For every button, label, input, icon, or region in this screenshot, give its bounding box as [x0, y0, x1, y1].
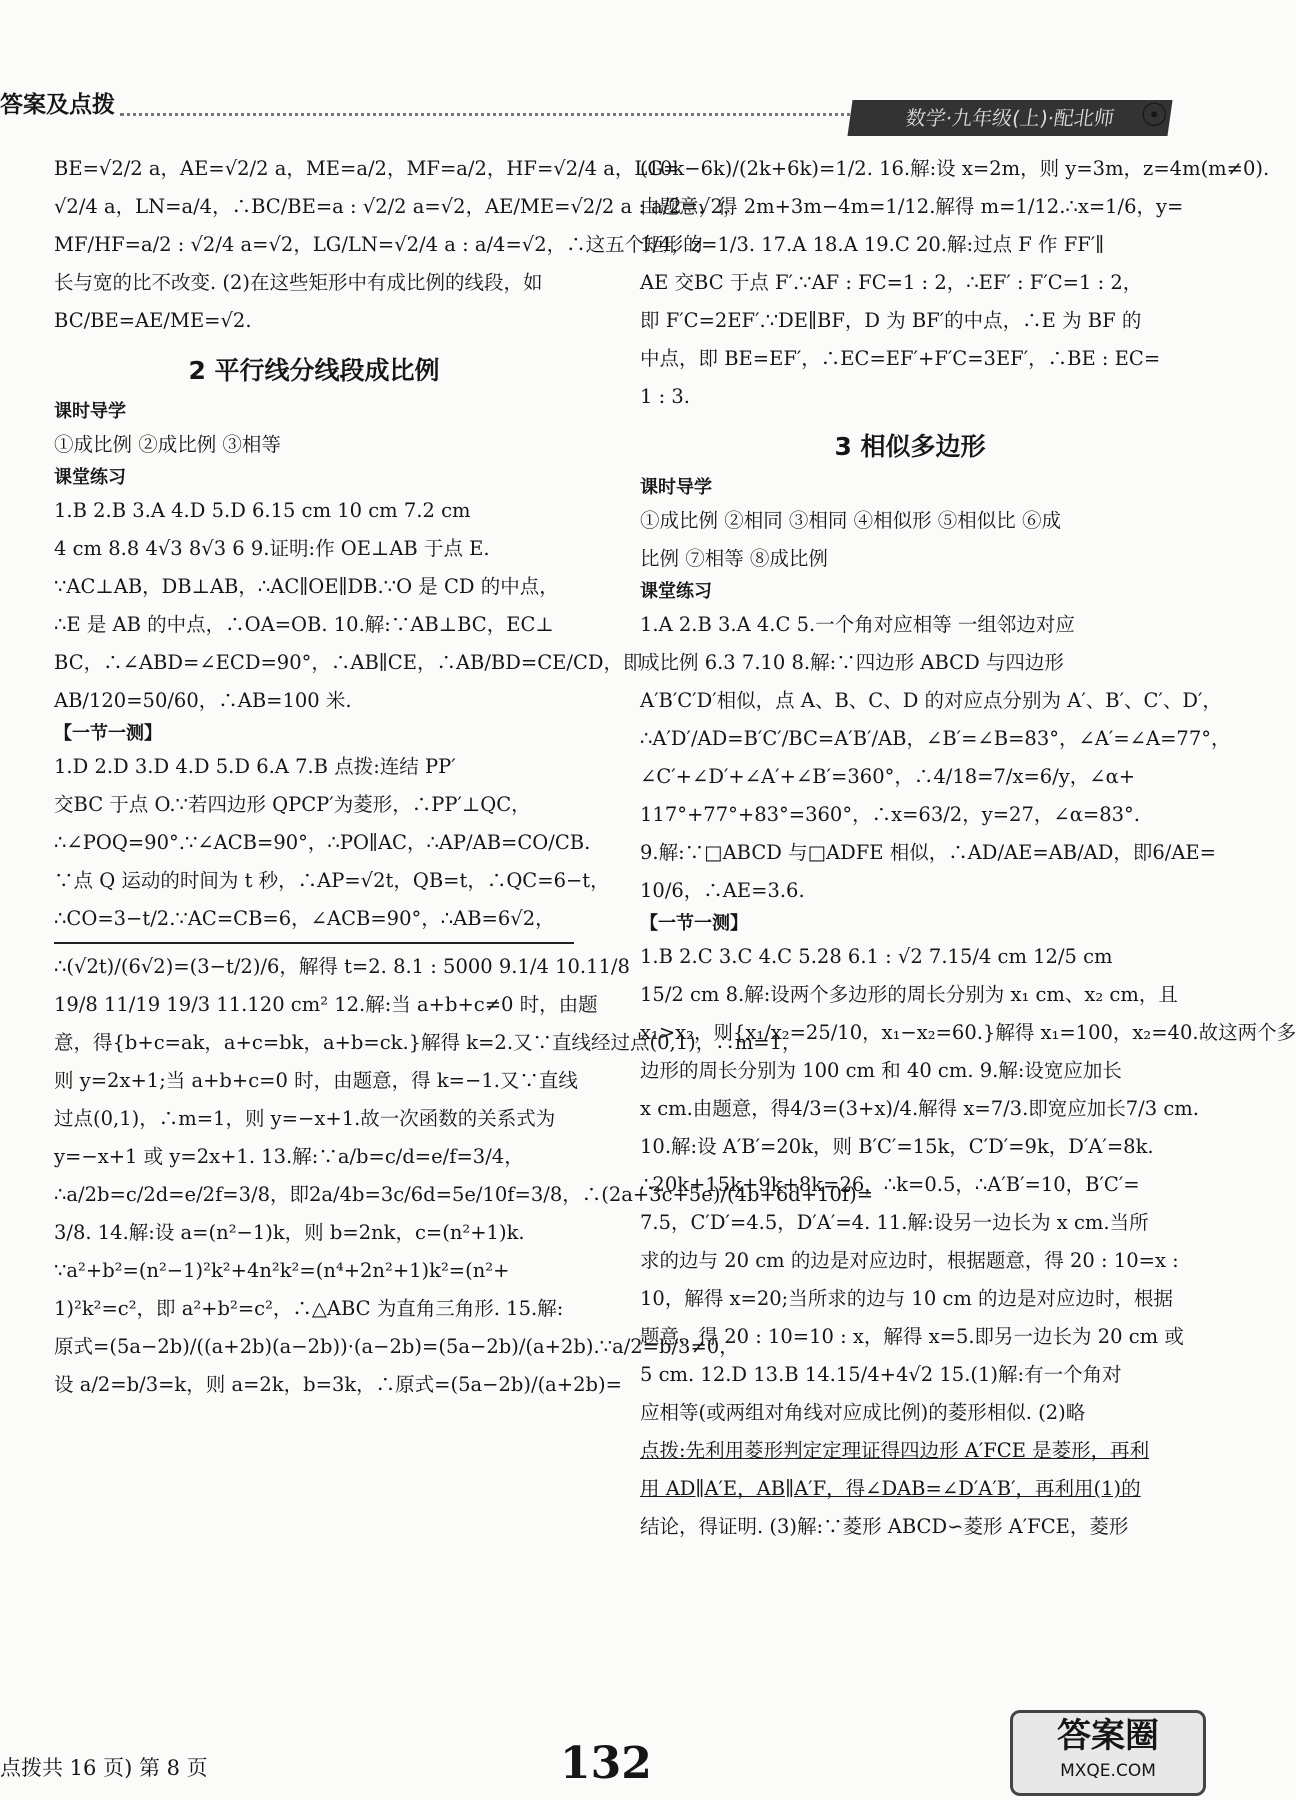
- answer-line: 10.解:设 A′B′=20k，则 B′C′=15k，C′D′=9k，D′A′=8k.: [640, 1135, 1154, 1158]
- answer-line: 10/6，∴AE=3.6.: [640, 879, 805, 902]
- test-label: 【一节一测】: [640, 913, 748, 934]
- answer-line: ∵点 Q 运动的时间为 t 秒，∴AP=√2t，QB=t，∴QC=6−t，: [54, 869, 610, 892]
- answer-line: x cm.由题意，得4/3=(3+x)/4.解得 x=7/3.即宽应加长7/3 cm.: [640, 1097, 1199, 1120]
- practice-label: 课堂练习: [54, 467, 126, 488]
- answer-line: MF/HF=a/2 : √2/4 a=√2，LG/LN=√2/4 a : a/4=√2，∴这五个矩形的: [54, 233, 703, 256]
- answer-line: 1.B 2.B 3.A 4.D 5.D 6.15 cm 10 cm 7.2 cm: [54, 499, 471, 522]
- answer-line: 1.D 2.D 3.D 4.D 5.D 6.A 7.B 点拨:连结 PP′: [54, 755, 456, 778]
- answer-line: 结论，得证明. (3)解:∵菱形 ABCD∽菱形 A′FCE，菱形: [640, 1515, 1129, 1538]
- section-title: 2 平行线分线段成比例: [188, 356, 440, 385]
- answer-line: 交BC 于点 O.∵若四边形 QPCP′为菱形，∴PP′⊥QC，: [54, 793, 531, 816]
- answer-line: ∴20k+15k+9k+8k=26，∴k=0.5，∴A′B′=10，B′C′=: [640, 1173, 1140, 1196]
- answer-line: 即 F′C=2EF′.∵DE∥BF，D 为 BF′的中点，∴E 为 BF 的: [640, 309, 1142, 332]
- guide-label: 课时导学: [640, 477, 712, 498]
- answer-line: ∴∠POQ=90°.∵∠ACB=90°，∴PO∥AC，∴AP/AB=CO/CB.: [54, 831, 591, 854]
- answer-line: ∴CO=3−t/2.∵AC=CB=6，∠ACB=90°，∴AB=6√2，: [54, 907, 555, 930]
- answer-line: BC/BE=AE/ME=√2.: [54, 309, 252, 332]
- answer-line: 9.解:∵□ABCD 与□ADFE 相似，∴AD/AE=AB/AD，即6/AE=: [640, 841, 1217, 864]
- answer-line: ∵AC⊥AB，DB⊥AB，∴AC∥OE∥DB.∵O 是 CD 的中点，: [54, 575, 559, 598]
- test-label: 【一节一测】: [54, 723, 162, 744]
- answer-line: A′B′C′D′相似，点 A、B、C、D 的对应点分别为 A′、B′、C′、D′，: [640, 689, 1222, 712]
- answer-line: 过点(0,1)，∴m=1，则 y=−x+1.故一次函数的关系式为: [54, 1107, 556, 1130]
- lightbulb-icon: ☉: [1140, 96, 1169, 134]
- answer-line: 3/8. 14.解:设 a=(n²−1)k，则 b=2nk，c=(n²+1)k.: [54, 1221, 525, 1244]
- answer-line: ∴a/2b=c/2d=e/2f=3/8，即2a/4b=3c/6d=5e/10f=3/8，∴(2a+3c+5e)/(4b+6d+10f)=: [54, 1183, 874, 1206]
- practice-label: 课堂练习: [640, 581, 712, 602]
- answer-line: ∵a²+b²=(n²−1)²k²+4n²k²=(n⁴+2n²+1)k²=(n²+: [54, 1259, 510, 1282]
- answer-line: 意，得{b+c=ak，a+c=bk，a+b=ck.}解得 k=2.又∵直线经过点(0,1)，∴m=1，: [54, 1031, 802, 1054]
- answer-line: ∴(√2t)/(6√2)=(3−t/2)/6，解得 t=2. 8.1 : 5000 9.1/4 10.11/8: [54, 955, 630, 978]
- divider: [54, 942, 574, 944]
- answer-line: 由题意，得 2m+3m−4m=1/12.解得 m=1/12.∴x=1/6，y=: [640, 195, 1184, 218]
- right-column: [640, 150, 1296, 1546]
- answer-line: 7.5，C′D′=4.5，D′A′=4. 11.解:设另一边长为 x cm.当所: [640, 1211, 1149, 1234]
- section-title: 3 相似多边形: [834, 432, 986, 461]
- answer-line: ∴E 是 AB 的中点，∴OA=OB. 10.解:∵AB⊥BC，EC⊥: [54, 613, 554, 636]
- answer-line: 19/8 11/19 19/3 11.120 cm² 12.解:当 a+b+c≠0 时，由题: [54, 993, 598, 1016]
- answer-line: 15/2 cm 8.解:设两个多边形的周长分别为 x₁ cm、x₂ cm，且: [640, 983, 1178, 1006]
- answer-line: AE 交BC 于点 F′.∵AF : FC=1 : 2，∴EF′ : F′C=1 : 2，: [640, 271, 1143, 294]
- answer-line: BE=√2/2 a，AE=√2/2 a，ME=a/2，MF=a/2，HF=√2/4 a，LG=: [54, 157, 680, 180]
- answer-line: 5 cm. 12.D 13.B 14.15/4+4√2 15.(1)解:有一个角对: [640, 1363, 1122, 1386]
- answer-line: ∴A′D′/AD=B′C′/BC=A′B′/AB，∠B′=∠B=83°，∠A′=∠A=77°，: [640, 727, 1231, 750]
- answer-line: 则 y=2x+1;当 a+b+c=0 时，由题意，得 k=−1.又∵直线: [54, 1069, 578, 1092]
- watermark-text: 答案圈: [1057, 1716, 1159, 1756]
- guide-label: 课时导学: [54, 401, 126, 422]
- answer-line: 点拨:先利用菱形判定定理证得四边形 A′FCE 是菱形，再利: [640, 1439, 1150, 1462]
- answer-line: 1/4，z=1/3. 17.A 18.A 19.C 20.解:过点 F 作 FF′∥: [640, 233, 1105, 256]
- page-number: 132: [560, 1738, 652, 1789]
- answer-line: 原式=(5a−2b)/((a+2b)(a−2b))·(a−2b)=(5a−2b)/(a+2b).∵a/2=b/3≠0，: [54, 1335, 739, 1358]
- watermark-logo: [1010, 1710, 1206, 1796]
- guide-text: ①成比例 ②成比例 ③相等: [54, 433, 281, 456]
- answer-line: 1.B 2.C 3.C 4.C 5.28 6.1 : √2 7.15/4 cm 12/5 cm: [640, 945, 1113, 968]
- header-subject-banner: 数学·九年级(上)·配北师: [847, 100, 1172, 136]
- guide-text: ①成比例 ②相同 ③相同 ④相似形 ⑤相似比 ⑥成: [640, 509, 1061, 532]
- answer-line: (10k−6k)/(2k+6k)=1/2. 16.解:设 x=2m，则 y=3m，z=4m(m≠0).: [640, 157, 1270, 180]
- answer-line: 10，解得 x=20;当所求的边与 10 cm 的边是对应边时，根据: [640, 1287, 1174, 1310]
- answer-line: 117°+77°+83°=360°，∴x=63/2，y=27，∠α=83°.: [640, 803, 1140, 826]
- answer-line: 4 cm 8.8 4√3 8√3 6 9.证明:作 OE⊥AB 于点 E.: [54, 537, 490, 560]
- answer-line: 设 a/2=b/3=k，则 a=2k，b=3k，∴原式=(5a−2b)/(a+2b)=: [54, 1373, 622, 1396]
- answer-line: y=−x+1 或 y=2x+1. 13.解:∵a/b=c/d=e/f=3/4，: [54, 1145, 524, 1168]
- answer-line: AB/120=50/60，∴AB=100 米.: [54, 689, 352, 712]
- answer-line: 边形的周长分别为 100 cm 和 40 cm. 9.解:设宽应加长: [640, 1059, 1122, 1082]
- guide-text: 比例 ⑦相等 ⑧成比例: [640, 547, 828, 570]
- answer-line: 题意，得 20 : 10=10 : x，解得 x=5.即另一边长为 20 cm 或: [640, 1325, 1184, 1348]
- answer-line: 长与宽的比不改变. (2)在这些矩形中有成比例的线段，如: [54, 271, 543, 294]
- answer-line: 求的边与 20 cm 的边是对应边时，根据题意，得 20 : 10=x :: [640, 1249, 1179, 1272]
- answer-line: 1.A 2.B 3.A 4.C 5.一个角对应相等 一组邻边对应: [640, 613, 1075, 636]
- answer-line: 用 AD∥A′E，AB∥A′F，得∠DAB=∠D′A′B′，再利用(1)的: [640, 1477, 1141, 1500]
- answer-line: 应相等(或两组对角线对应成比例)的菱形相似. (2)略: [640, 1401, 1086, 1424]
- footer-page-info: 点拨共 16 页) 第 8 页: [0, 1756, 208, 1780]
- answer-line: x₁>x₂，则{x₁/x₂=25/10，x₁−x₂=60.}解得 x₁=100，x₂=40.故这两个多: [640, 1021, 1296, 1044]
- answer-line: ∠C′+∠D′+∠A′+∠B′=360°，∴4/18=7/x=6/y，∠α+: [640, 765, 1136, 788]
- answer-line: 1)²k²=c²，即 a²+b²=c²，∴△ABC 为直角三角形. 15.解:: [54, 1297, 564, 1320]
- answer-line: BC，∴∠ABD=∠ECD=90°，∴AB∥CE，∴AB/BD=CE/CD，即: [54, 651, 643, 674]
- answer-line: 1 : 3.: [640, 385, 690, 408]
- header-title-left: 答案及点拨: [0, 92, 115, 118]
- watermark-url: MXQE.COM: [1060, 1761, 1156, 1781]
- answer-line: 中点，即 BE=EF′，∴EC=EF′+F′C=3EF′，∴BE : EC=: [640, 347, 1161, 370]
- answer-line: √2/4 a，LN=a/4，∴BC/BE=a : √2/2 a=√2，AE/ME=√2/2 a : a/2=√2，: [54, 195, 743, 218]
- answer-line: 成比例 6.3 7.10 8.解:∵四边形 ABCD 与四边形: [640, 651, 1064, 674]
